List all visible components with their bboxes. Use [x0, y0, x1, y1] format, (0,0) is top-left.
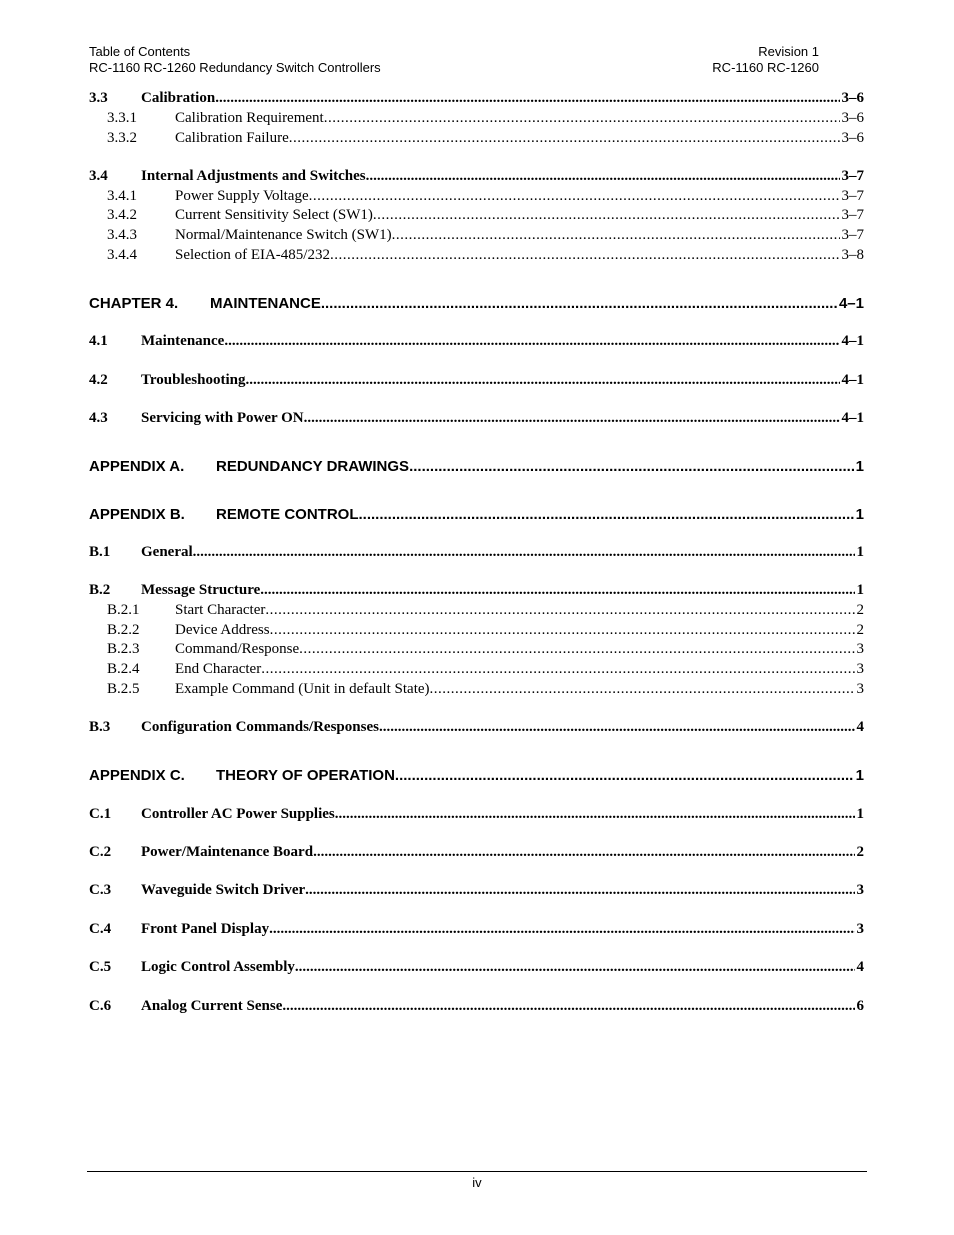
header-document-title: RC-1160 RC-1260 Redundancy Switch Controllers: [89, 60, 381, 75]
toc-title: Power Supply Voltage: [175, 188, 309, 204]
toc-page: 1: [855, 767, 864, 784]
page-header-left: [89, 44, 381, 76]
dot-leader: [304, 410, 840, 427]
toc-page: 4: [856, 719, 864, 735]
toc-number: B.2: [89, 582, 111, 598]
toc-number: C.2: [89, 844, 112, 860]
toc-entry-3-4[interactable]: [89, 168, 864, 185]
toc-entry-c-1[interactable]: [89, 806, 864, 823]
dot-leader: [193, 544, 855, 561]
toc-page: 4–1: [841, 333, 864, 349]
toc-entry-3-3-1[interactable]: [89, 110, 864, 127]
toc-entry-b-2-3[interactable]: [89, 641, 864, 658]
dot-leader: [330, 247, 840, 264]
toc-number: 3.4: [89, 168, 108, 184]
toc-page: 3: [856, 921, 864, 937]
toc-page: 4–1: [841, 372, 864, 388]
toc-entry-c-4[interactable]: [89, 921, 864, 938]
toc-number: 4.2: [89, 372, 108, 388]
toc-entry-appendix-b[interactable]: [89, 506, 864, 523]
toc-title: THEORY OF OPERATION: [216, 767, 395, 784]
dot-leader: [324, 110, 840, 127]
toc-title: Analog Current Sense: [141, 998, 283, 1014]
toc-entry-b-2[interactable]: [89, 582, 864, 599]
toc-entry-3-3[interactable]: [89, 90, 864, 107]
toc-title: Calibration Failure: [175, 130, 289, 146]
toc-number: 3.3.1: [107, 110, 137, 126]
toc-number: 3.4.4: [107, 247, 137, 263]
toc-page: 4–1: [838, 295, 864, 312]
toc-title: Troubleshooting: [141, 372, 246, 388]
dot-leader: [409, 458, 854, 475]
dot-leader: [305, 882, 854, 899]
dot-leader: [335, 806, 855, 823]
toc-number: B.1: [89, 544, 111, 560]
toc-page: 3–7: [841, 207, 864, 223]
dot-leader: [359, 506, 854, 523]
toc-number: 4.3: [89, 410, 108, 426]
dot-leader: [245, 372, 839, 389]
footer-divider: [87, 1171, 867, 1172]
toc-entry-b-2-1[interactable]: [89, 602, 864, 619]
toc-title: Servicing with Power ON: [141, 410, 304, 426]
toc-number: B.3: [89, 719, 111, 735]
toc-entry-c-3[interactable]: [89, 882, 864, 899]
dot-leader: [321, 295, 837, 312]
toc-number: 3.4.3: [107, 227, 137, 243]
toc-page: 3–7: [841, 168, 864, 184]
toc-page: 4: [856, 959, 864, 975]
toc-page: 1: [855, 458, 864, 475]
toc-title: End Character: [175, 661, 262, 677]
toc-number: B.2.2: [107, 622, 140, 638]
toc-title: MAINTENANCE: [210, 295, 321, 312]
toc-title: Configuration Commands/Responses: [141, 719, 379, 735]
dot-leader: [289, 130, 840, 147]
toc-title: Normal/Maintenance Switch (SW1): [175, 227, 392, 243]
toc-title: Example Command (Unit in default State): [175, 681, 430, 697]
toc-page: 1: [856, 806, 864, 822]
toc-title: REDUNDANCY DRAWINGS: [216, 458, 410, 475]
toc-page: 4–1: [841, 410, 864, 426]
toc-title: Front Panel Display: [141, 921, 270, 937]
dot-leader: [395, 767, 854, 784]
dot-leader: [269, 921, 854, 938]
toc-page: 3–6: [841, 130, 864, 146]
toc-entry-3-4-1[interactable]: [89, 188, 864, 205]
toc-title: Internal Adjustments and Switches: [141, 168, 366, 184]
dot-leader: [430, 681, 855, 698]
toc-page: 2: [856, 622, 864, 638]
toc-title: Controller AC Power Supplies: [141, 806, 335, 822]
toc-number: 4.1: [89, 333, 108, 349]
toc-page: 3–7: [841, 227, 864, 243]
toc-title: Calibration Requirement: [175, 110, 324, 126]
toc-title: REMOTE CONTROL: [216, 506, 359, 523]
toc-entry-b-2-2[interactable]: [89, 622, 864, 639]
toc-entry-b-2-4[interactable]: [89, 661, 864, 678]
toc-page: 2: [856, 844, 864, 860]
header-revision: Revision 1: [758, 44, 819, 59]
toc-title: Command/Response: [175, 641, 300, 657]
page-header-right: [712, 44, 819, 76]
toc-number: 3.4.2: [107, 207, 137, 223]
toc-title: General: [141, 544, 193, 560]
dot-leader: [261, 661, 854, 678]
toc-entry-c-5[interactable]: [89, 959, 864, 976]
toc-entry-3-3-2[interactable]: [89, 130, 864, 147]
toc-entry-appendix-a[interactable]: [89, 458, 864, 475]
toc-entry-b-1[interactable]: [89, 544, 864, 561]
dot-leader: [313, 844, 854, 861]
toc-page: 1: [856, 544, 864, 560]
toc-page: 3: [856, 661, 864, 677]
toc-number: 3.3: [89, 90, 108, 106]
toc-number: 3.4.1: [107, 188, 137, 204]
dot-leader: [366, 168, 840, 185]
toc-entry-4-1[interactable]: [89, 333, 864, 350]
toc-page: 3–6: [841, 110, 864, 126]
header-model: RC-1160 RC-1260: [712, 60, 819, 75]
dot-leader: [295, 959, 855, 976]
toc-entry-4-2[interactable]: [89, 372, 864, 389]
toc-entry-3-4-3[interactable]: [89, 227, 864, 244]
header-section-title: Table of Contents: [89, 44, 191, 59]
toc-entry-3-4-2[interactable]: [89, 207, 864, 224]
toc-number: C.3: [89, 882, 112, 898]
toc-title: Power/Maintenance Board: [141, 844, 314, 860]
toc-page: 3: [856, 681, 864, 697]
toc-title: Current Sensitivity Select (SW1): [175, 207, 373, 223]
toc-number: 3.3.2: [107, 130, 137, 146]
toc-title: Message Structure: [141, 582, 261, 598]
toc-page: 1: [855, 506, 864, 523]
toc-number: APPENDIX C.: [89, 767, 185, 784]
dot-leader: [392, 227, 840, 244]
toc-title: Selection of EIA-485/232: [175, 247, 330, 263]
dot-leader: [270, 622, 855, 639]
toc-title: Calibration: [141, 90, 216, 106]
toc-page: 6: [856, 998, 864, 1014]
toc-page: 3: [856, 882, 864, 898]
dot-leader: [260, 582, 854, 599]
toc-number: CHAPTER 4.: [89, 295, 179, 312]
dot-leader: [215, 90, 839, 107]
toc-number: APPENDIX B.: [89, 506, 185, 523]
toc-entry-appendix-c[interactable]: [89, 767, 864, 784]
toc-title: Maintenance: [141, 333, 225, 349]
toc-number: B.2.5: [107, 681, 140, 697]
footer-page-number: iv: [472, 1175, 482, 1190]
toc-number: C.6: [89, 998, 112, 1014]
toc-page: 1: [856, 582, 864, 598]
toc-entry-4-3[interactable]: [89, 410, 864, 427]
toc-number: C.1: [89, 806, 112, 822]
toc-number: B.2.3: [107, 641, 140, 657]
dot-leader: [265, 602, 854, 619]
toc-number: APPENDIX A.: [89, 458, 185, 475]
toc-entry-b-3[interactable]: [89, 719, 864, 736]
toc-page: 3–6: [841, 90, 864, 106]
dot-leader: [282, 998, 854, 1015]
toc-title: Device Address: [175, 622, 270, 638]
toc-page: 3–7: [841, 188, 864, 204]
toc-page: 3: [856, 641, 864, 657]
dot-leader: [309, 188, 840, 205]
toc-number: B.2.4: [107, 661, 140, 677]
toc-number: C.4: [89, 921, 112, 937]
dot-leader: [224, 333, 839, 350]
dot-leader: [373, 207, 840, 224]
toc-number: C.5: [89, 959, 112, 975]
toc-entry-3-4-4[interactable]: [89, 247, 864, 264]
toc-entry-b-2-5[interactable]: [89, 681, 864, 698]
toc-entry-chapter-4[interactable]: [89, 295, 864, 312]
toc-number: B.2.1: [107, 602, 140, 618]
toc-page: 2: [856, 602, 864, 618]
dot-leader: [379, 719, 855, 736]
toc-entry-c-6[interactable]: [89, 998, 864, 1015]
toc-title: Waveguide Switch Driver: [141, 882, 306, 898]
toc-title: Start Character: [175, 602, 266, 618]
toc-page: 3–8: [841, 247, 864, 263]
toc-title: Logic Control Assembly: [141, 959, 295, 975]
toc-entry-c-2[interactable]: [89, 844, 864, 861]
dot-leader: [299, 641, 854, 658]
